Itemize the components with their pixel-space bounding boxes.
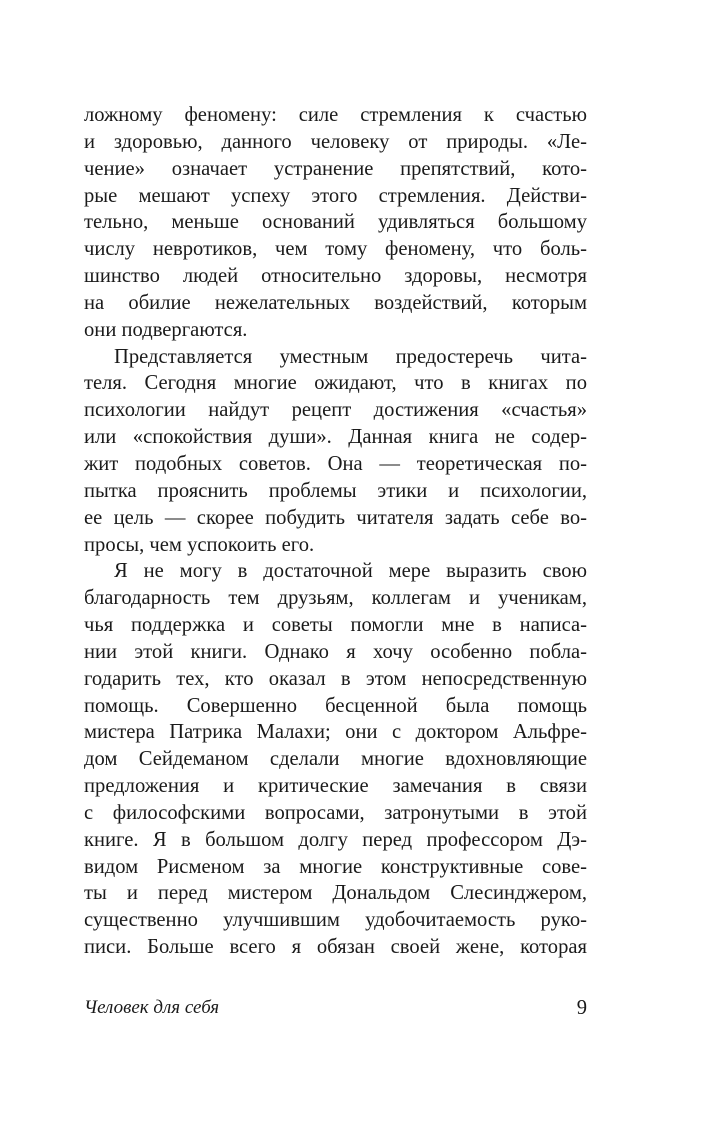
text-line: чение» означает устранение препятствий, кото-: [84, 157, 587, 180]
text-line: мистера Патрика Малахи; они с доктором Альфре-: [84, 721, 587, 744]
text-line: или «спокойствия души». Данная книга не содер-: [84, 426, 587, 449]
text-line: Я не могу в достаточной мере выразить свою: [114, 560, 587, 583]
text-line: просы, чем успокоить его.: [84, 533, 315, 556]
text-line: ее цель — скорее побудить читателя задать себе во-: [84, 506, 587, 529]
text-line: и здоровью, данного человеку от природы. «Ле-: [84, 130, 587, 153]
paragraph-3: [84, 558, 587, 961]
body-text: [84, 102, 587, 961]
text-line: тельно, меньше оснований удивляться большому: [84, 211, 587, 234]
text-line: ложному феномену: силе стремления к счастью: [84, 104, 587, 126]
text-line: психологии найдут рецепт достижения «счастья»: [84, 399, 587, 422]
text-line: существенно улучшившим удобочитаемость руко-: [84, 909, 587, 932]
text-line: видом Рисменом за многие конструктивные сове-: [84, 855, 587, 878]
paragraph-2: [84, 344, 587, 559]
text-line: Представляется уместным предостеречь чита-: [114, 345, 587, 368]
text-line: годарить тех, кто оказал в этом непосредственную: [84, 667, 587, 690]
text-line: благодарность тем друзьям, коллегам и ученикам,: [84, 587, 587, 610]
paragraph-1: [84, 102, 587, 344]
text-line: нии этой книги. Однако я хочу особенно побла-: [84, 640, 587, 663]
text-line: чья поддержка и советы помогли мне в написа-: [84, 614, 587, 637]
running-title: Человек для себя: [84, 997, 220, 1018]
text-line: на обилие нежелательных воздействий, которым: [84, 291, 587, 314]
text-line: числу невротиков, чем тому феномену, что боль-: [84, 238, 587, 261]
text-line: жит подобных советов. Она — теоретическая по-: [84, 452, 587, 475]
page-number: 9: [576, 997, 587, 1019]
text-line: помощь. Совершенно бесценной была помощь: [84, 694, 587, 717]
text-line: писи. Больше всего я обязан своей жене, которая: [84, 936, 587, 959]
text-line: пытка прояснить проблемы этики и психологии,: [84, 479, 587, 502]
text-line: они подвергаются.: [84, 318, 248, 341]
text-line: ты и перед мистером Дональдом Слесинджером,: [84, 882, 587, 905]
text-line: шинство людей относительно здоровы, несмотря: [84, 265, 587, 288]
text-line: книге. Я в большом долгу перед профессором Дэ-: [84, 828, 587, 851]
text-line: с философскими вопросами, затронутыми в этой: [84, 801, 587, 824]
text-line: теля. Сегодня многие ожидают, что в книгах по: [84, 372, 587, 395]
page-footer: [84, 995, 587, 1023]
text-line: дом Сейдеманом сделали многие вдохновляющие: [84, 748, 587, 771]
text-line: предложения и критические замечания в связи: [84, 775, 587, 798]
text-line: рые мешают успеху этого стремления. Действи-: [84, 184, 587, 207]
